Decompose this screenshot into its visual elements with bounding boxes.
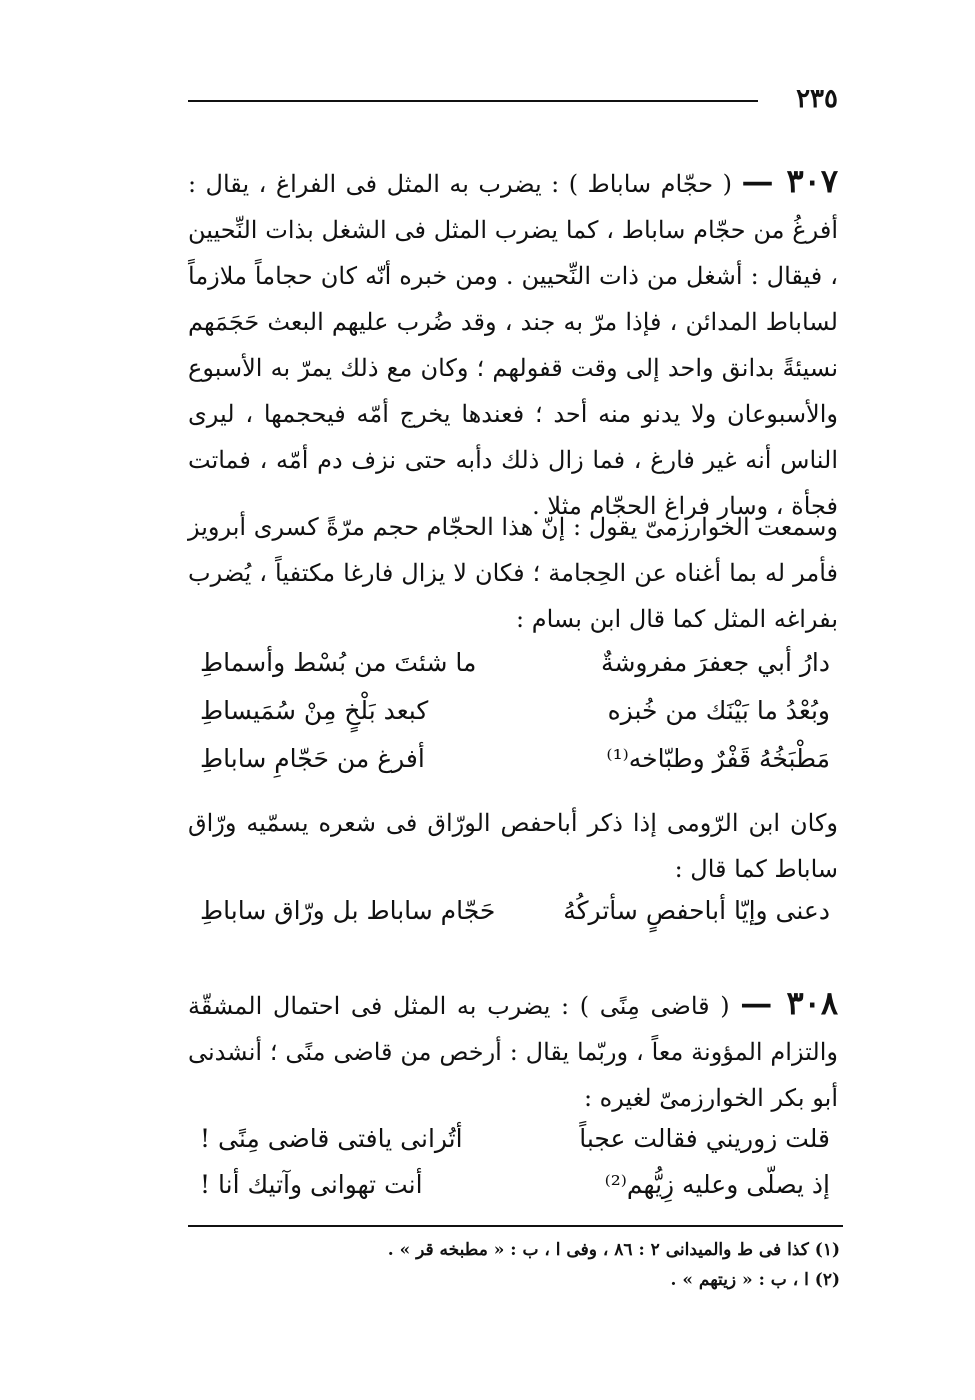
verse-second-hemistich: أنت تهوانى وآتيك أنا ! [200, 1170, 423, 1199]
verse-second-hemistich: أتُرانى يافتى قاضى مِنًى ! [200, 1124, 463, 1153]
entry-308-number: ٣٠٨ — [740, 984, 839, 1022]
entry-307-paragraph-3: وكان ابن الرّومى إذا ذكر أباحفص الورّاق فى شعره يسمّيه ورّاق ساباط كما قال : [188, 809, 838, 883]
header-rule [188, 100, 758, 102]
entry-307-paragraph [188, 158, 838, 529]
entry-307-text: ( حجّام ساباط ) : يضرب به المثل فى الفراغ ، يقال : أفرغُ من حجّام ساباط ، كما يضرب المثل فى الشغل بذات النِّحيين ، فيقال : أشغل من ذات النِّحيين . ومن خبره أنّه كان حجاماً ملازماً لساباط المدائن ، فإذا مرّ به جند ، وقد ضُرب عليهم البعث حَجَمَهم نسيئةً بدانق واحد إلى وقت قفولهم ؛ وكان مع ذلك يمرّ به الأسبوع والأسبوعان ولا يدنو منه أحد ؛ فعندها يخرج أمّه فيحجمها ، ليرى الناس أنه غير فارغ ، فما زال ذلك دأبه حتى نزف دم أمّه ، فماتت فجأة ، وسار فراغ الحجّام مثلا . [188, 170, 838, 520]
entry-307-number: ٣٠٧ — [741, 162, 838, 200]
verse-second-hemistich: حَجّام ساباط بل ورّاق ساباطِ [200, 896, 496, 925]
entry-308-text: ( قاضى مِنًى ) : يضرب به المثل فى احتمال المشقّة والتزام المؤونة معاً ، وربّما يقال : أرخص من قاضى منًى ؛ أنشدنى أبو بكر الخوارزمىّ لغيره : [188, 992, 838, 1112]
footnote: (١) كذا فى ط والميدانى ٢ : ٨٦ ، وفى ا ، ب : « مطبخه قر » . [387, 1240, 840, 1260]
verse-line [200, 1124, 830, 1170]
verse-first-hemistich: قلت زوريني فقالت عجباً [579, 1124, 830, 1153]
page-header [188, 84, 838, 118]
verse-first-hemistich: مَطْبَخُهُ قَفْرٌ وطبّاخه⁽¹⁾ [606, 744, 830, 773]
verse-line [200, 1170, 830, 1216]
verse-second-hemistich: ما شئتَ من بُسْط وأسماطِ [200, 648, 477, 677]
verse-line [200, 896, 830, 942]
entry-307-paragraph-2: وسمعت الخوارزمىّ يقول : إنّ هذا الحجّام حجم مرّةً كسرى أبرويز فأمر له بما أغناه عن الحِجامة ؛ فكان لا يزال فارغا مكتفياً ، يُضرب بفراغه المثل كما قال ابن بسام : [188, 513, 838, 633]
verse-line [200, 648, 830, 694]
entry-308-paragraph [188, 980, 838, 1121]
verse-first-hemistich: وبُعْدُ ما بَيْنَك من خُبزه [607, 696, 830, 725]
verse-first-hemistich: إذ يصلّى وعليه زِيُّهم⁽²⁾ [604, 1170, 830, 1199]
verse-first-hemistich: دعنى وإيّا أباحفصٍ سأتركُهُ [563, 896, 830, 925]
verse-line [200, 744, 830, 790]
page-number: ٢٣٥ [796, 84, 838, 114]
verse-first-hemistich: دارُ أبي جعفرَ مفروشةٌ [601, 648, 830, 677]
verse-line [200, 696, 830, 742]
footnote-rule [188, 1225, 843, 1227]
verse-second-hemistich: كبعد بَلْخٍ مِنْ سُمَيساطِ [200, 696, 429, 725]
footnote: (٢) ا ، ب : « زيتهم » . [670, 1270, 840, 1290]
verse-second-hemistich: أفرغ من حَجّامِ ساباطِ [200, 744, 425, 773]
